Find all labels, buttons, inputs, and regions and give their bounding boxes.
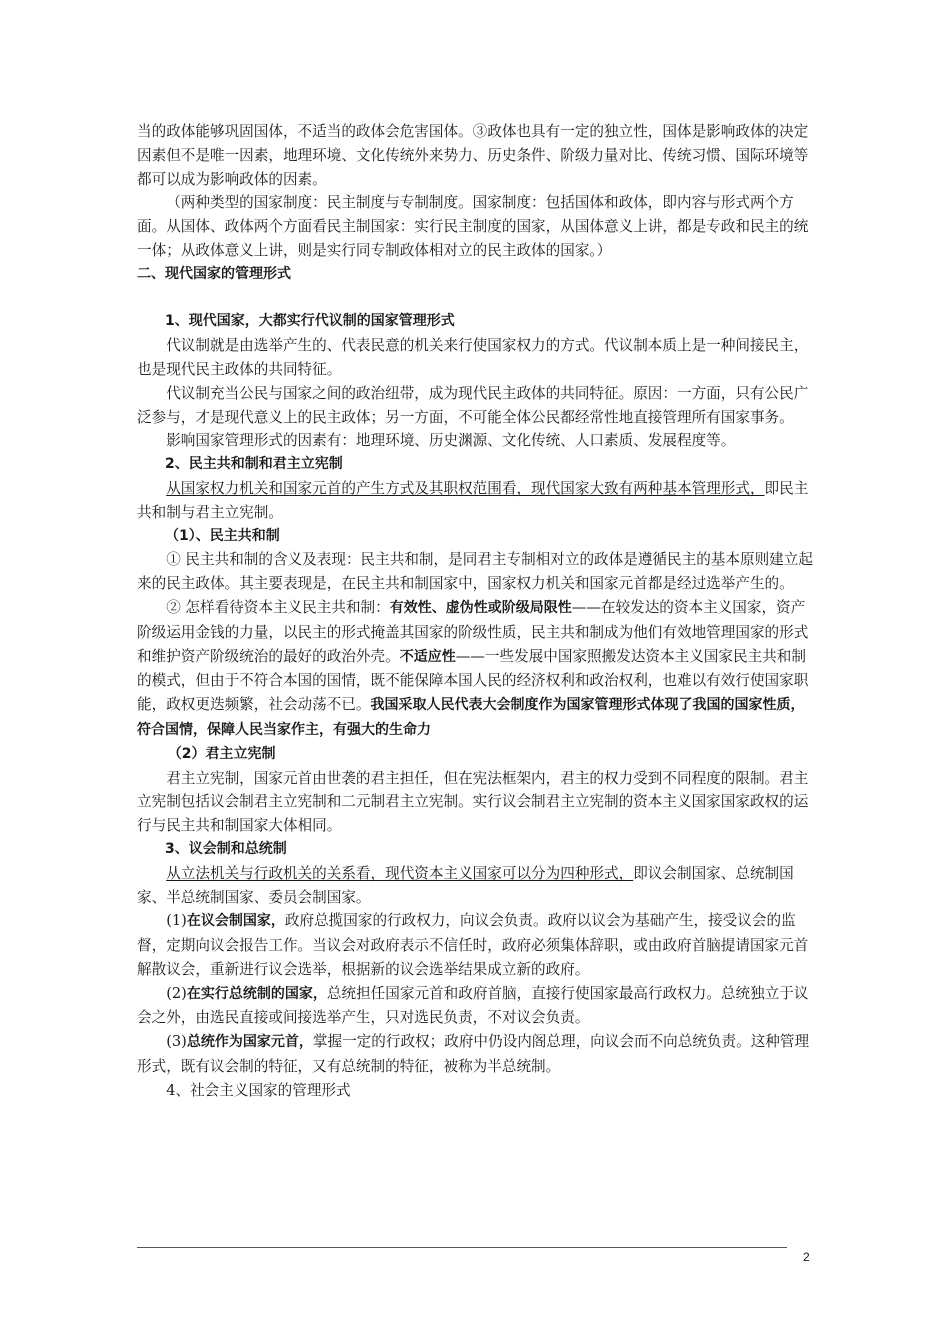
paragraph — [137, 1030, 817, 1079]
bold-text: 在实行总统制的国家， — [186, 985, 327, 1002]
text-run: 掌握一定的行政权；政府中仍设内阁总理，向议会而不向总统负责。这种管理形式，既有议会制的特征，又有总统制的特征，被称为半总统制。 — [137, 1033, 810, 1076]
list-marker: (3) — [166, 1033, 187, 1051]
paragraph: （两种类型的国家制度：民主制度与专制制度。国家制度：包括国体和政体，即内容与形式两个方面。从国体、政体两个方面看民主制国家：实行民主制度的国家，从国体意义上讲，都是专政和民主的统一体；从政体意义上讲，则是实行同专制政体相对立的民主政体的国家。） — [137, 194, 809, 259]
text-run: ——在较发达的资本主义国家，资产阶级运用金钱的力量，以民主的形式掩盖其国家的阶级性质，民主共和制成为他们有效地管理国家的形式和维护资产阶级统治的最好的政治外壳。 — [137, 598, 809, 665]
text-run: ② 怎样看待资本主义民主共和制： — [166, 598, 390, 616]
footer-rule — [137, 1247, 787, 1248]
text-run: 政府总揽国家的行政权力，向议会负责。政府以议会为基础产生，接受议会的监督，定期向议会报告工作。当议会对政府表示不信任时，政府必须集体辞职，或由政府首脑提请国家元首解散议会，重新进行议会选举，根据新的议会选举结果成立新的政府。 — [137, 912, 809, 978]
bold-text: 有效性、虚伪性或阶级局限性 — [389, 599, 572, 616]
paragraph: 影响国家管理形式的因素有：地理环境、历史渊源、文化传统、人口素质、发展程度等。 — [166, 432, 736, 450]
sub-subsection-heading: （2）君主立宪制 — [167, 745, 276, 762]
paragraph — [137, 477, 817, 525]
sub-subsection-heading: （1）、民主共和制 — [165, 527, 280, 544]
text-run: ——一些发展中国家照搬发达资本主义国家民主共和制的模式，但由于不符合本国的国情，既不能保障本国人民的经济权利和政治权利，也难以有效行使国家职能，政权更迭频繁，社会动荡不已。 — [137, 647, 809, 714]
subsection-heading: 1、现代国家，大都实行代议制的国家管理形式 — [165, 313, 455, 330]
document-body — [137, 120, 817, 1103]
subsection-heading: 3、议会制和总统制 — [165, 840, 287, 857]
bold-text: 在议会制国家， — [186, 913, 285, 930]
paragraph: ① 民主共和制的含义及表现：民主共和制，是同君主专制相对立的政体是遵循民主的基本原则建立起来的民主政体。其主要表现是，在民主共和制国家中，国家权力机关和国家元首都是经过选举产生的。 — [137, 551, 813, 593]
text-run: 总统担任国家元首和政府首脑，直接行使国家最高行政权力。总统独立于议会之外，由选民直接或间接选举产生，只对选民负责，不对议会负责。 — [137, 984, 809, 1027]
paragraph — [137, 596, 817, 743]
paragraph: 代议制充当公民与国家之间的政治纽带，成为现代民主政体的共同特征。原因：一方面，只有公民广泛参与，才是现代意义上的民主政体；另一方面，不可能全体公民都经常性地直接管理所有国家事务。 — [137, 384, 809, 426]
paragraph — [137, 982, 817, 1031]
paragraph: 代议制就是由选举产生的、代表民意的机关来行使国家权力的方式。代议制本质上是一种间接民主，也是现代民主政体的共同特征。 — [137, 337, 809, 378]
bold-text: 不适应性 — [399, 648, 456, 665]
paragraph: 君主立宪制，国家元首由世袭的君主担任，但在宪法框架内，君主的权力受到不同程度的限制。君主立宪制包括议会制君主立宪制和二元制君主立宪制。实行议会制君主立宪制的资本主义国家国家政权的运行与民主共和制国家大体相同。 — [137, 769, 809, 835]
paragraph: 当的政体能够巩固国体，不适当的政体会危害国体。③政体也具有一定的独立性，国体是影响政体的决定因素但不是唯一因素，地理环境、文化传统外来势力、历史条件、阶级力量对比、传统习惯、国际环境等都可以成为影响政体的因素。 — [137, 123, 809, 188]
paragraph: 4、社会主义国家的管理形式 — [166, 1081, 351, 1099]
list-marker: (2) — [166, 984, 187, 1002]
list-marker: (1) — [166, 912, 187, 930]
section-heading: 二、现代国家的管理形式 — [137, 265, 291, 282]
text-run: 即议会制国家、总统制国家、半总统制国家、委员会制国家。 — [137, 864, 794, 906]
bold-text: 总统作为国家元首， — [186, 1034, 313, 1051]
underlined-text: 从立法机关与行政机关的关系看，现代资本主义国家可以分为四种形式， — [166, 864, 634, 882]
underlined-text: 从国家权力机关和国家元首的产生方式及其职权范围看，现代国家大致有两种基本管理形式， — [166, 479, 765, 497]
text-run: 即民主共和制与君主立宪制。 — [137, 479, 809, 521]
page-number: 2 — [803, 1250, 810, 1264]
blank-line — [137, 287, 817, 311]
bold-text: 我国采取人民代表大会制度作为国家管理形式体现了我国的国家性质，符合国情，保障人民当家作主，有强大的生命力 — [137, 697, 805, 738]
paragraph — [137, 862, 817, 910]
subsection-heading: 2、民主共和制和君主立宪制 — [165, 456, 343, 473]
paragraph — [137, 909, 817, 981]
